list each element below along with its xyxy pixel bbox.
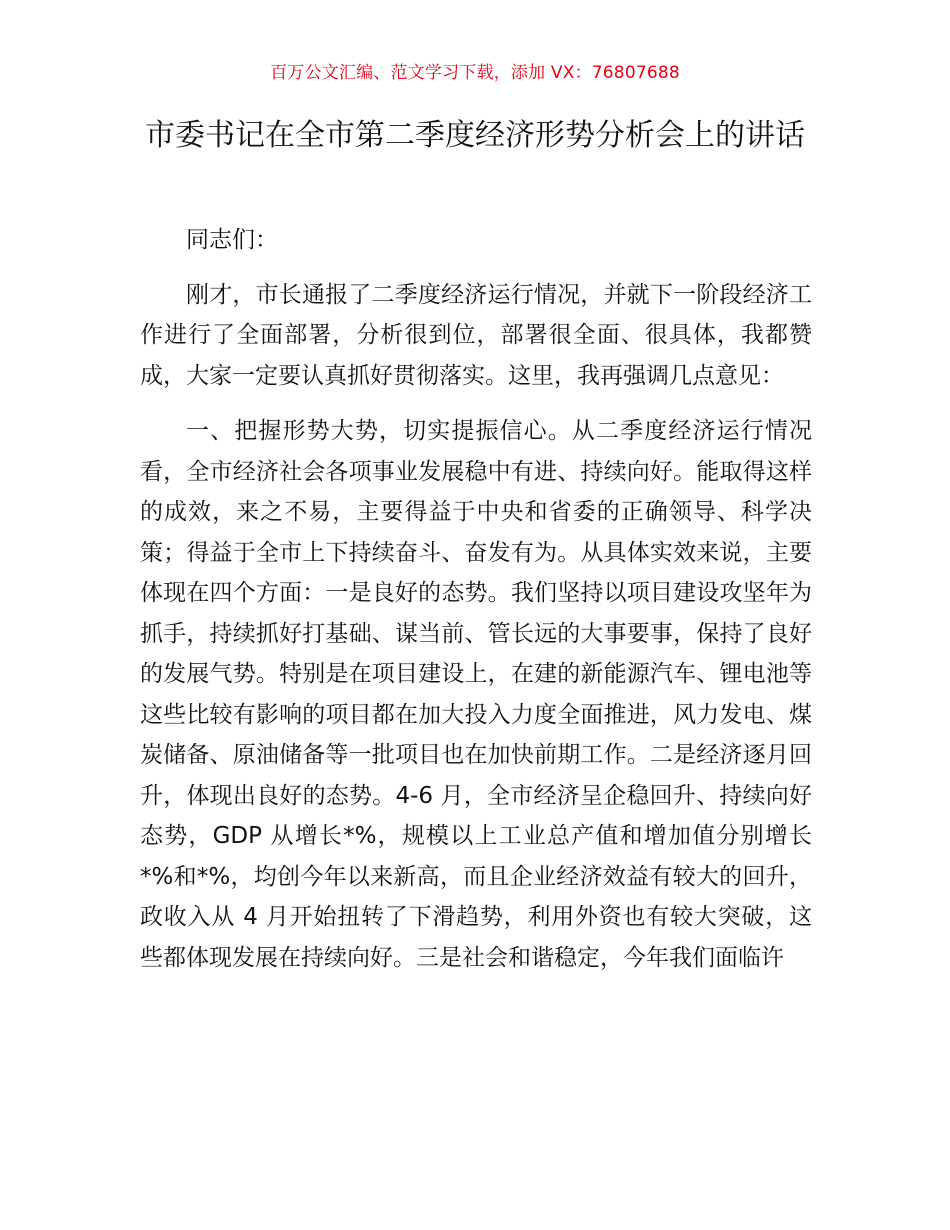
watermark-banner: 百万公文汇编、范文学习下载，添加 VX：76807688 <box>270 63 680 83</box>
paragraph-section-one: 一、把握形势大势，切实提振信心。从二季度经济运行情况看，全市经济社会各项事业发展稳中有进、持续向好。能取得这样的成效，来之不易，主要得益于中央和省委的正确领导、科学决策；得益于全市上下持续奋斗、奋发有为。从具体实效来说，主要体现在四个方面：一是良好的态势。我们坚持以项目建设攻坚年为抓手，持续抓好打基础、谋当前、管长远的大事要事，保持了良好的发展气势。特别是在项目建设上，在建的新能源汽车、锂电池等这些比较有影响的项目都在加大投入力度全面推进，风力发电、煤炭储备、原油储备等一批项目也在加快前期工作。二是经济逐月回升，体现出良好的态势。4-6 月，全市经济呈企稳回升、持续向好态势，GDP 从增长*%，规模以上工业总产值和增加值分别增长*%和*%，均创今年以来新高，而且企业经济效益有较大的回升，政收入从 4 月开始扭转了下滑趋势，利用外资也有较大突破，这些都体现发展在持续向好。三是社会和谐稳定，今年我们面临许 <box>140 418 812 971</box>
salutation: 同志们： <box>186 227 278 253</box>
document-body <box>140 220 812 993</box>
document-title: 市委书记在全市第二季度经济形势分析会上的讲话 <box>145 118 805 153</box>
paragraph-intro: 刚才，市长通报了二季度经济运行情况，并就下一阶段经济工作进行了全面部署，分析很到位，部署很全面、很具体，我都赞成，大家一定要认真抓好贯彻落实。这里，我再强调几点意见： <box>140 281 812 389</box>
